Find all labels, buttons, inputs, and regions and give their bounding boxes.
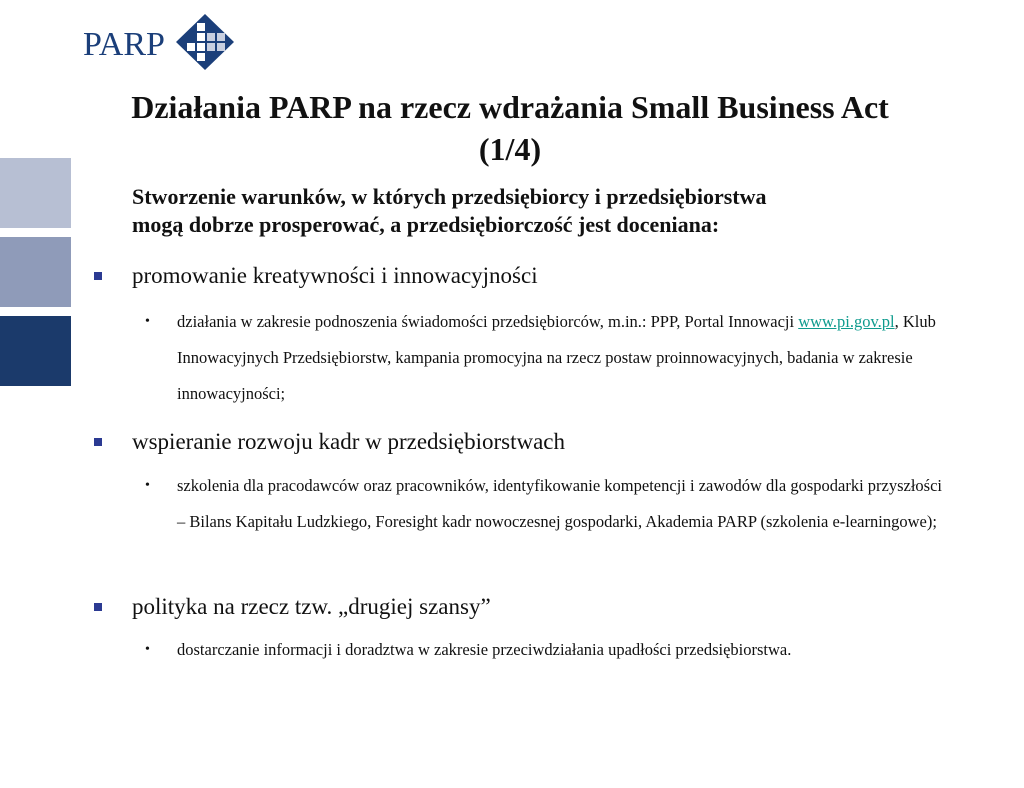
- pi-gov-link[interactable]: www.pi.gov.pl: [798, 312, 895, 331]
- slide-title: [70, 86, 950, 170]
- section-heading: polityka na rzecz tzw. „drugiej szansy”: [132, 594, 491, 619]
- dot-bullet-icon: •: [145, 478, 150, 493]
- intro-line2: mogą dobrze prosperować, a przedsiębiorczość jest doceniana:: [132, 212, 720, 237]
- section-heading: wspieranie rozwoju kadr w przedsiębiorstwach: [132, 429, 566, 454]
- intro-text: [132, 183, 932, 239]
- section-heading: promowanie kreatywności i innowacyjności: [132, 263, 538, 288]
- side-block-dark: [0, 316, 71, 386]
- dot-bullet-icon: •: [145, 642, 150, 657]
- square-bullet-icon: [94, 272, 102, 280]
- logo-text: PARP: [83, 26, 165, 63]
- section-detail-text: [177, 304, 945, 412]
- slide-title-line2: (1/4): [478, 131, 542, 167]
- detail-text-before-link: działania w zakresie podnoszenia świadomości przedsiębiorców, m.in.: PPP, Portal Innowacji: [177, 312, 799, 331]
- slide-title-line1: Działania PARP na rzecz wdrażania Small Business Act: [131, 89, 889, 125]
- detail-text-after-link: , Klub Innowacyjnych Przedsiębiorstw, kampania promocyjna na rzecz postaw proinnowacyjnych, badania w zakresie innowacyjności;: [177, 312, 936, 403]
- parp-diamond-logo-icon: [176, 14, 234, 70]
- section-detail-text: szkolenia dla pracodawców oraz pracowników, identyfikowanie kompetencji i zawodów dla gospodarki przyszłości – Bilans Kapitału Ludzkiego, Foresight kadr nowoczesnej gospodarki, Akademia PARP (szkolenia e-learningowe);: [177, 476, 943, 531]
- section-detail-text: dostarczanie informacji i doradztwa w zakresie przeciwdziałania upadłości przedsiębiorstwa.: [177, 640, 792, 659]
- side-block-light: [0, 158, 71, 228]
- intro-line1: Stworzenie warunków, w których przedsiębiorcy i przedsiębiorstwa: [132, 184, 767, 209]
- square-bullet-icon: [94, 438, 102, 446]
- dot-bullet-icon: •: [145, 314, 150, 329]
- square-bullet-icon: [94, 603, 102, 611]
- parp-logo: [83, 14, 243, 70]
- side-block-medium: [0, 237, 71, 307]
